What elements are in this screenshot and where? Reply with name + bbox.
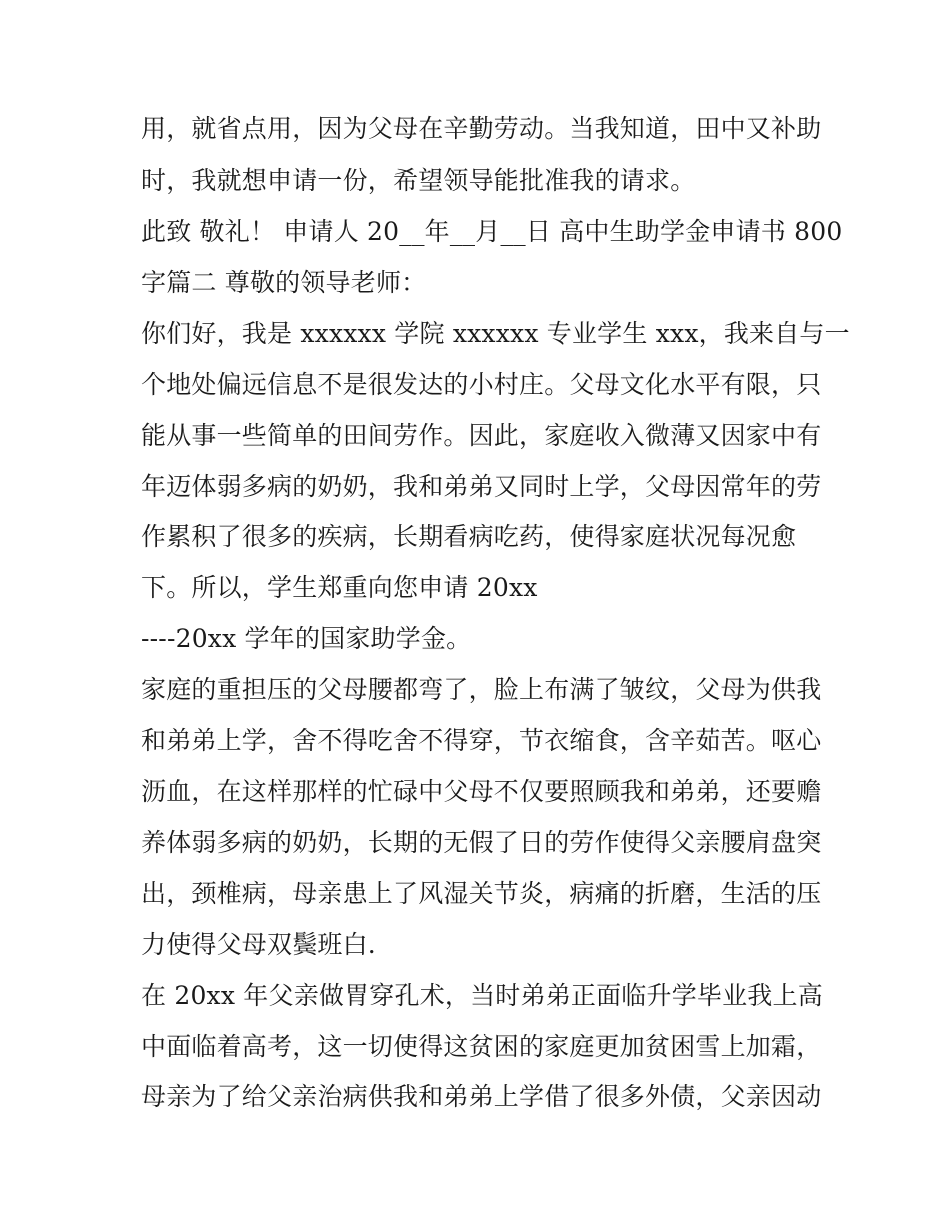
text-line: 年迈体弱多病的奶奶，我和弟弟又同时上学，父母因常年的劳 [141, 472, 822, 501]
text-line: 个地处偏远信息不是很发达的小村庄。父母文化水平有限，只 [141, 370, 822, 399]
text-line: 此致 敬礼！ 申请人 20__年__月__日 高中生助学金申请书 800 [141, 217, 843, 246]
text-line: 用，就省点用，因为父母在辛勤劳动。当我知道，田中又补助 [141, 114, 822, 143]
text-line: 时，我就想申请一份，希望领导能批准我的请求。 [141, 166, 696, 195]
text-line: 力使得父母双鬓班白. [141, 930, 376, 959]
text-line: 出，颈椎病，母亲患上了风湿关节炎，病痛的折磨，生活的压 [141, 879, 822, 908]
text-line: 能从事一些简单的田间劳作。因此，家庭收入微薄又因家中有 [141, 421, 822, 450]
text-line: 在 20xx 年父亲做胃穿孔术，当时弟弟正面临升学毕业我上高 [141, 981, 823, 1010]
text-line: ----20xx 学年的国家助学金。 [141, 624, 472, 653]
text-line: 作累积了很多的疾病，长期看病吃药，使得家庭状况每况愈 [141, 522, 797, 551]
text-line: 中面临着高考，这一切使得这贫困的家庭更加贫困雪上加霜， [141, 1032, 822, 1061]
text-line: 沥血，在这样那样的忙碌中父母不仅要照顾我和弟弟，还要赡 [141, 777, 822, 806]
text-line: 养体弱多病的奶奶，长期的无假了日的劳作使得父亲腰肩盘突 [141, 828, 822, 857]
text-line: 和弟弟上学，舍不得吃舍不得穿，节衣缩食，含辛茹苦。呕心 [141, 726, 822, 755]
text-line: 你们好，我是 xxxxxx 学院 xxxxxx 专业学生 xxx，我来自与一 [141, 319, 850, 348]
text-line: 下。所以，学生郑重向您申请 20xx [141, 573, 538, 602]
text-line: 家庭的重担压的父母腰都弯了，脸上布满了皱纹，父母为供我 [141, 675, 822, 704]
text-line: 母亲为了给父亲治病供我和弟弟上学借了很多外债，父亲因动 [141, 1082, 822, 1111]
text-line: 字篇二 尊敬的领导老师： [141, 268, 427, 297]
